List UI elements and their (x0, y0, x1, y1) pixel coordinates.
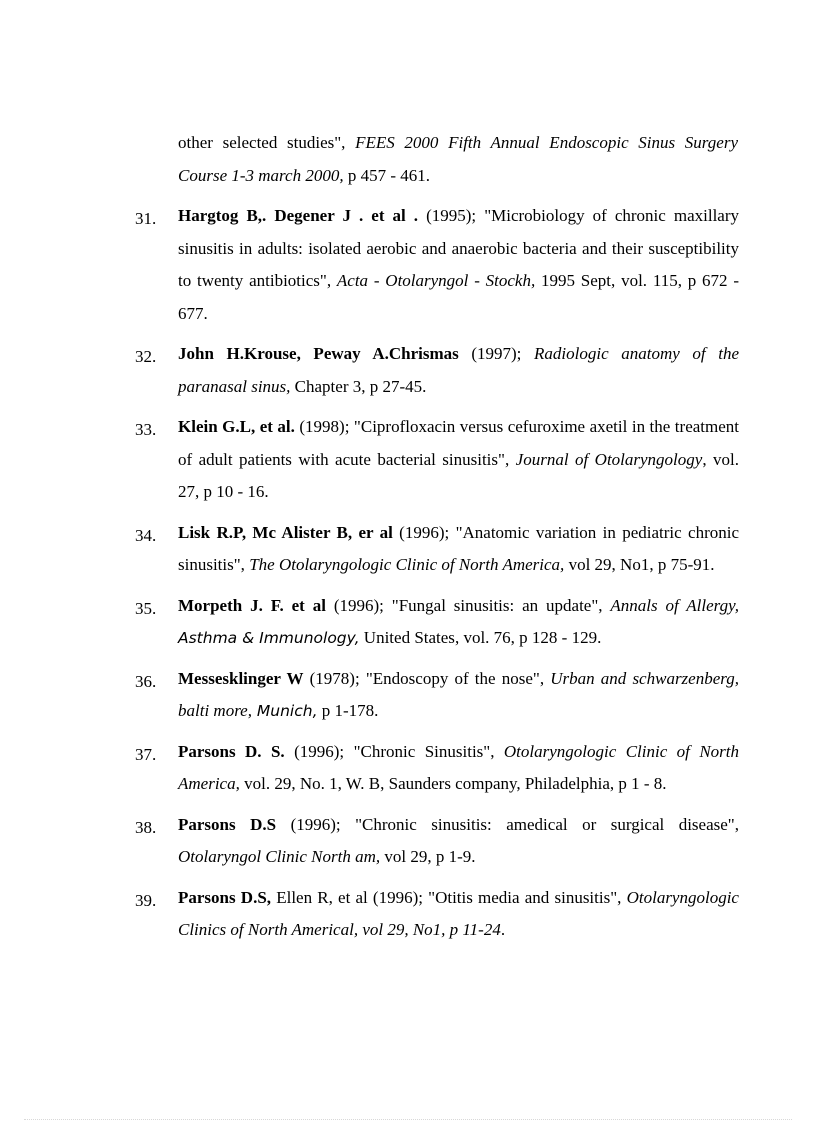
reference-text (178, 882, 739, 947)
reference-year: (1996); (284, 741, 354, 761)
page-bottom-divider (24, 1119, 792, 1120)
reference-list (0, 200, 816, 955)
reference-title: "Anatomic variation in pediatric chronic sinusitis", (178, 522, 739, 574)
reference-authors: Parsons D. S. (178, 741, 285, 761)
continuation-source: FEES 2000 Fifth Annual Endoscopic Sinus Surgery Course 1-3 march 2000, (178, 133, 738, 185)
reference-year: (1995); (418, 206, 485, 225)
reference-source: Radiologic anatomy of the paranasal sinus, (178, 344, 740, 396)
reference-number: 33. (135, 420, 157, 439)
reference-year: (1996); (392, 522, 456, 542)
reference-title: "Otitis media and sinusitis", (428, 887, 627, 907)
reference-authors: Klein G.L, et al. (178, 417, 295, 436)
reference-year: Ellen R, et al (1996); (271, 887, 429, 907)
reference-number: 39. (135, 890, 157, 910)
reference-text (178, 736, 739, 801)
continuation-pages: p 457 - 461. (343, 165, 431, 185)
continuation-title: other selected studies", (178, 133, 346, 152)
reference-item-32 (0, 338, 816, 403)
reference-location: United States (359, 628, 455, 647)
reference-authors: Lisk R.P, Mc Alister B, er al (178, 522, 393, 542)
reference-authors: Parsons D.S, (178, 887, 272, 907)
reference-continuation (178, 127, 738, 192)
reference-text (178, 517, 739, 582)
reference-title: "Endoscopy of the nose", (365, 668, 551, 688)
reference-details: . (500, 920, 506, 939)
reference-details: vol 29, p 1-9. (380, 847, 476, 866)
reference-source: Otolaryngologic Clinic of North America, (178, 741, 739, 793)
reference-authors: Parsons D.S (178, 814, 277, 834)
reference-item-34 (0, 517, 816, 582)
reference-source: Otolaryngologic Clinics of North Americal, vol 29, No1, p 11-24 (178, 887, 739, 939)
reference-year: (1996); (325, 595, 392, 615)
reference-details: 1995 Sept, vol. 115, p 672 - 677. (178, 271, 739, 323)
reference-authors: Messesklinger W (178, 668, 304, 688)
reference-source: Acta - Otolaryngol - Stockh, (336, 271, 536, 290)
reference-text (178, 200, 739, 330)
reference-text (178, 338, 739, 403)
reference-title: "Ciprofloxacin versus cefuroxime axetil in the treatment of adult patients with acute bacterial sinusitis", (178, 417, 739, 469)
reference-item-36 (0, 663, 816, 728)
reference-year: (1997); (458, 344, 535, 363)
reference-year: (1996); (276, 814, 356, 834)
reference-text (178, 809, 739, 874)
reference-source: Otolaryngol Clinic North am, (178, 847, 381, 866)
reference-authors: John H.Krouse, Peway A.Chrismas (178, 344, 459, 363)
reference-number: 36. (135, 671, 157, 691)
reference-authors: Hargtog B,. Degener J . et al . (178, 206, 419, 225)
reference-text (178, 590, 739, 655)
reference-number: 32. (135, 347, 157, 366)
reference-source: Annals of Allergy, (610, 595, 740, 615)
reference-source-extra: Asthma & Immunology, (178, 629, 360, 647)
reference-year: (1998); (294, 417, 354, 436)
reference-details: p 1-178. (317, 701, 379, 720)
reference-source-extra: Munich, (251, 702, 318, 720)
reference-item-35 (0, 590, 816, 655)
reference-item-31 (0, 200, 816, 330)
reference-source: Urban and schwarzenberg, balti more, (178, 668, 739, 720)
reference-item-39 (0, 882, 816, 947)
reference-title: "Chronic sinusitis: amedical or surgical disease", (355, 814, 739, 834)
reference-number: 34. (135, 525, 157, 545)
reference-details: , vol. 76, p 128 - 129. (454, 628, 602, 647)
reference-authors: Morpeth J. F. et al (178, 595, 326, 615)
reference-number: 31. (135, 209, 157, 228)
reference-item-33 (0, 411, 816, 509)
reference-source: The Otolaryngologic Clinic of North America, (249, 555, 565, 574)
reference-year: (1978); (303, 668, 366, 688)
reference-item-37 (0, 736, 816, 801)
reference-number: 35. (135, 598, 157, 618)
reference-title: "Chronic Sinusitis", (353, 741, 504, 761)
reference-title: "Fungal sinusitis: an update", (391, 595, 611, 615)
reference-details: , vol. 27, p 10 - 16. (178, 449, 739, 501)
reference-number: 38. (135, 817, 157, 837)
reference-number: 37. (135, 744, 157, 764)
reference-source: Journal of Otolaryngology (515, 449, 703, 469)
reference-text (178, 663, 739, 728)
reference-title: "Microbiology of chronic maxillary sinusitis in adults: isolated aerobic and anaerobic bacteria and their susceptibility to twenty antibiotics", (178, 206, 740, 290)
reference-details: vol. 29, No. 1, W. B, Saunders company, Philadelphia, p 1 - 8. (239, 774, 667, 793)
reference-details: Chapter 3, p 27-45. (290, 376, 427, 396)
reference-text (178, 411, 739, 509)
reference-item-38 (0, 809, 816, 874)
reference-details: vol 29, No1, p 75-91. (564, 555, 715, 574)
